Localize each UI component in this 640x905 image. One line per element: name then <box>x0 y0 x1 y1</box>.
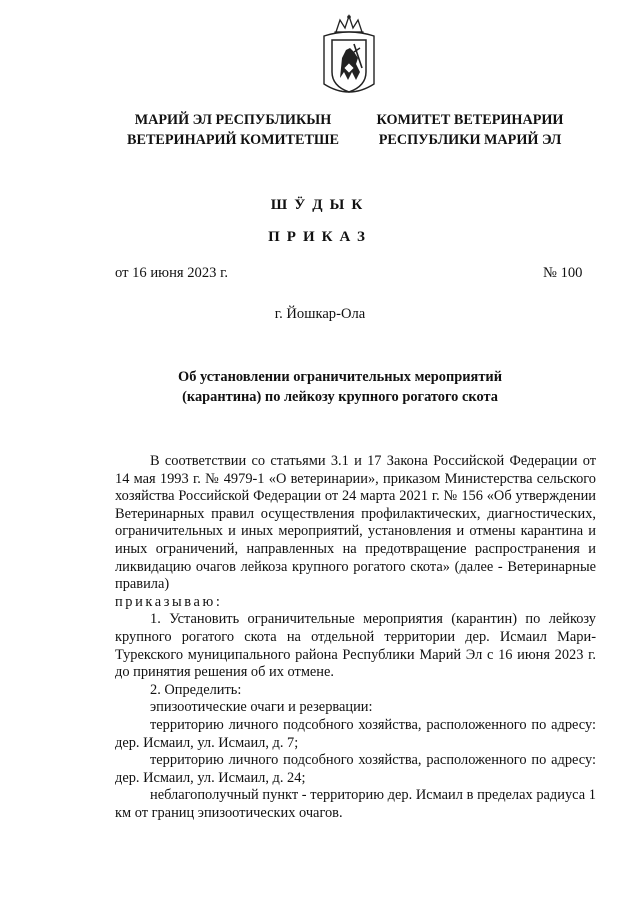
header-left <box>108 110 358 150</box>
order-word: приказываю: <box>115 593 223 610</box>
subject-line2: (карантина) по лейкозу крупного рогатого скота <box>182 389 498 405</box>
header-left-line1: МАРИЙ ЭЛ РЕСПУБЛИКЫН <box>134 112 332 128</box>
header-right-line1: КОМИТЕТ ВЕТЕРИНАРИИ <box>376 112 564 128</box>
order-body <box>115 453 596 822</box>
order-number: № 100 <box>543 265 583 281</box>
coat-of-arms-icon <box>318 14 380 100</box>
order-date: от 16 июня 2023 г. <box>115 265 229 281</box>
document-title: ПРИКАЗ <box>268 229 372 245</box>
item-1: 1. Установить ограничительные мероприятия (карантин) по лейкозу крупного рогатого скота на отдельной территории дер. Исмаил Мари-Турекского муниципального района Республики Марий Эл с 16 июня 2023 г. до принятия решения об их отмене. <box>115 611 596 681</box>
order-subject <box>130 367 550 407</box>
header-right <box>365 110 575 150</box>
item-2a: эпизоотические очаги и резервации: <box>150 699 373 716</box>
order-city: г. Йошкар-Ола <box>274 306 366 322</box>
item-2b: территорию личного подсобного хозяйства, расположенного по адресу: дер. Исмаил, ул. Исмаил, д. 7; <box>115 716 596 751</box>
item-2c: территорию личного подсобного хозяйства, расположенного по адресу: дер. Исмаил, ул. Исмаил, д. 24; <box>115 752 596 786</box>
header-left-line2: ВЕТЕРИНАРИЙ КОМИТЕТШЕ <box>127 132 339 148</box>
preamble-paragraph: В соответствии со статьями 3.1 и 17 Закона Российской Федерации от 14 мая 1993 г. № 4979-1 «О ветеринарии», приказом Министерства сельского хозяйства Российской Федерации от 24 марта 2021 г. № 156 «Об утверждении Ветеринарных правил осуществления профилактических, диагностических, ограничительных и иных мероприятий, установления и отмены карантина и иных ограничений, направленных на предотвращение распространения и ликвидацию очагов лейкоза крупного рогатого скота» (далее - Ветеринарные правила) <box>115 453 596 593</box>
item-2d: неблагополучный пункт - территорию дер. Исмаил в пределах радиуса 1 км от границ эпизоотических очагов. <box>115 787 596 821</box>
item-2: 2. Определить: <box>150 681 242 698</box>
document-title-mari: ШӰДЫК <box>270 197 370 213</box>
header-right-line2: РЕСПУБЛИКИ МАРИЙ ЭЛ <box>378 132 562 148</box>
subject-line1: Об установлении ограничительных мероприятий <box>178 369 502 385</box>
